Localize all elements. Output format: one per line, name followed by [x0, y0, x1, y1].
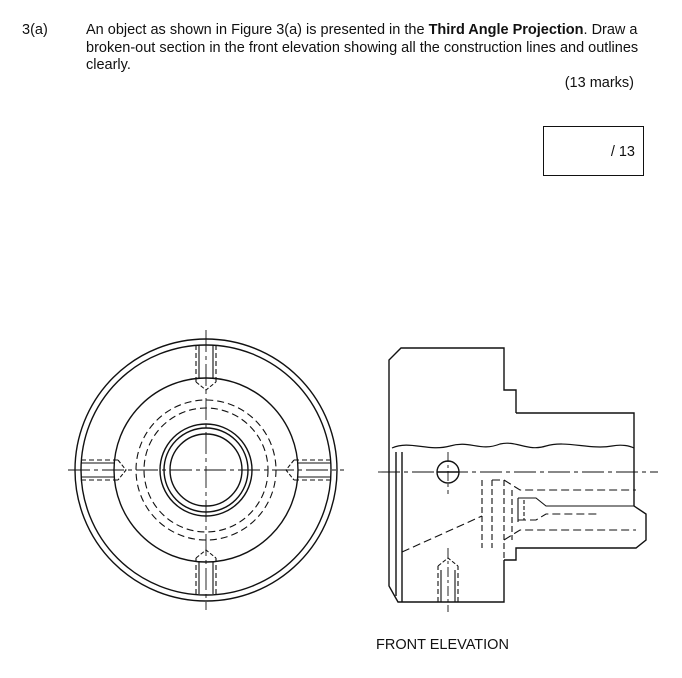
question-number: 3(a) — [22, 22, 48, 38]
marks-label: (13 marks) — [564, 75, 634, 91]
question-text-bold: Third Angle Projection — [428, 22, 584, 38]
score-text: / 13 — [610, 144, 635, 160]
figure-caption: FRONT ELEVATION — [376, 637, 509, 653]
question-text-part1: An object as shown in Figure 3(a) is presented in the — [86, 22, 429, 38]
end-view — [68, 330, 344, 610]
question-text-part2: . Draw a broken-out section in the front elevation showing all the construction lines and outlines clearly. — [86, 22, 639, 73]
front-elevation-view — [378, 348, 658, 612]
